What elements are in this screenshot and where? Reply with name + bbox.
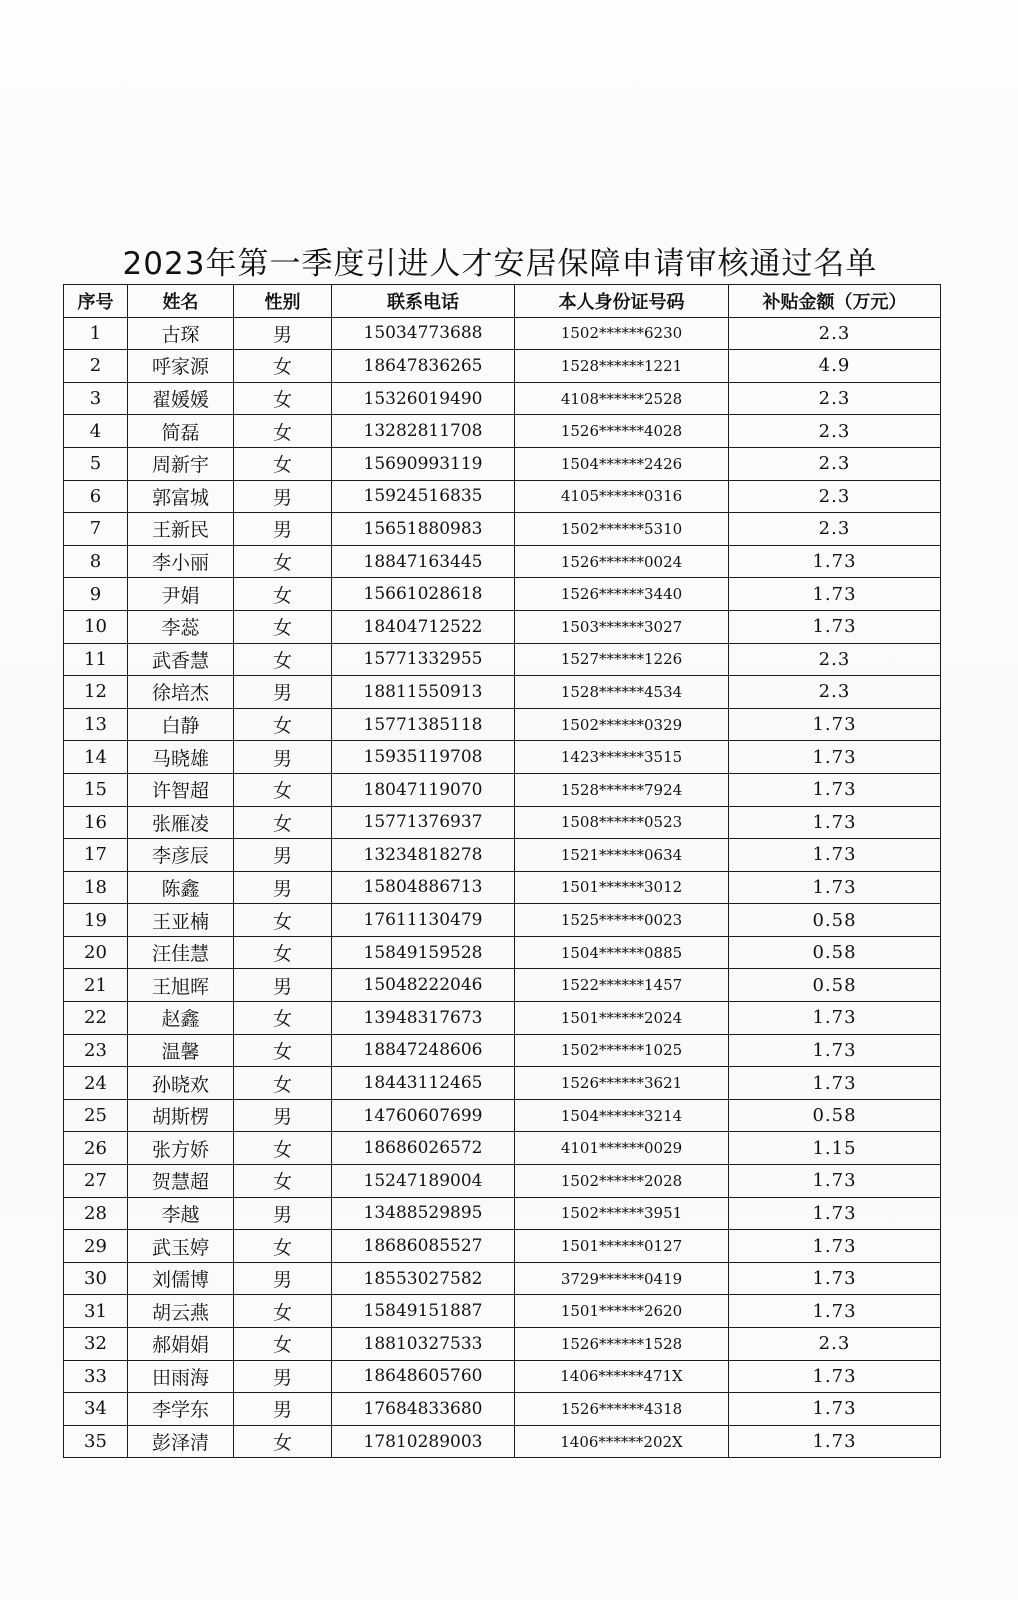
row-index: 11 <box>64 643 128 676</box>
gender: 女 <box>234 936 332 969</box>
phone-number: 15924516835 <box>332 480 515 513</box>
table-row <box>64 806 941 839</box>
id-number: 1503******3027 <box>515 610 729 643</box>
gender: 女 <box>234 1034 332 1067</box>
phone-number: 18047119070 <box>332 773 515 806</box>
row-index: 5 <box>64 447 128 480</box>
gender: 女 <box>234 545 332 578</box>
subsidy-amount: 4.9 <box>729 350 941 383</box>
applicant-name: 田雨海 <box>128 1360 234 1393</box>
id-number: 1406******471X <box>515 1360 729 1393</box>
subsidy-amount: 2.3 <box>729 676 941 709</box>
id-number: 1423******3515 <box>515 741 729 774</box>
applicant-name: 赵鑫 <box>128 1002 234 1035</box>
table-row <box>64 1165 941 1198</box>
row-index: 19 <box>64 904 128 937</box>
applicant-name: 胡云燕 <box>128 1295 234 1328</box>
phone-number: 14760607699 <box>332 1099 515 1132</box>
row-index: 26 <box>64 1132 128 1165</box>
table-header-row <box>64 285 941 318</box>
applicant-name: 郝娟娟 <box>128 1328 234 1361</box>
applicant-name: 马晓雄 <box>128 741 234 774</box>
row-index: 34 <box>64 1393 128 1426</box>
row-index: 21 <box>64 969 128 1002</box>
table-row <box>64 1393 941 1426</box>
table-row <box>64 1099 941 1132</box>
row-index: 32 <box>64 1328 128 1361</box>
gender: 女 <box>234 610 332 643</box>
applicant-name: 刘儒博 <box>128 1262 234 1295</box>
row-index: 28 <box>64 1197 128 1230</box>
gender: 男 <box>234 969 332 1002</box>
id-number: 1525******0023 <box>515 904 729 937</box>
row-index: 23 <box>64 1034 128 1067</box>
applicant-name: 白静 <box>128 708 234 741</box>
id-number: 1526******4028 <box>515 415 729 448</box>
phone-number: 15849151887 <box>332 1295 515 1328</box>
id-number: 1526******0024 <box>515 545 729 578</box>
id-number: 1502******5310 <box>515 513 729 546</box>
table-row <box>64 1132 941 1165</box>
approval-roster-table <box>63 284 941 1458</box>
row-index: 15 <box>64 773 128 806</box>
row-index: 9 <box>64 578 128 611</box>
applicant-name: 李学东 <box>128 1393 234 1426</box>
table-row <box>64 1425 941 1458</box>
table-row <box>64 350 941 383</box>
id-number: 1526******3440 <box>515 578 729 611</box>
subsidy-amount: 1.73 <box>729 610 941 643</box>
phone-number: 15034773688 <box>332 317 515 350</box>
applicant-name: 许智超 <box>128 773 234 806</box>
gender: 女 <box>234 350 332 383</box>
table-row <box>64 1002 941 1035</box>
phone-number: 18847248606 <box>332 1034 515 1067</box>
table-row <box>64 317 941 350</box>
row-index: 3 <box>64 382 128 415</box>
table-row <box>64 741 941 774</box>
phone-number: 18404712522 <box>332 610 515 643</box>
subsidy-amount: 1.73 <box>729 1230 941 1263</box>
table-row <box>64 1230 941 1263</box>
table-row <box>64 1262 941 1295</box>
table-row <box>64 1360 941 1393</box>
gender: 女 <box>234 904 332 937</box>
gender: 男 <box>234 741 332 774</box>
table-body <box>64 317 941 1458</box>
subsidy-amount: 1.73 <box>729 1002 941 1035</box>
subsidy-amount: 1.15 <box>729 1132 941 1165</box>
phone-number: 18847163445 <box>332 545 515 578</box>
row-index: 10 <box>64 610 128 643</box>
phone-number: 15690993119 <box>332 447 515 480</box>
phone-number: 15771376937 <box>332 806 515 839</box>
applicant-name: 武玉婷 <box>128 1230 234 1263</box>
phone-number: 13488529895 <box>332 1197 515 1230</box>
row-index: 24 <box>64 1067 128 1100</box>
subsidy-amount: 1.73 <box>729 1067 941 1100</box>
id-number: 1528******7924 <box>515 773 729 806</box>
phone-number: 18647836265 <box>332 350 515 383</box>
applicant-name: 李彦辰 <box>128 839 234 872</box>
applicant-name: 王亚楠 <box>128 904 234 937</box>
subsidy-amount: 1.73 <box>729 1262 941 1295</box>
phone-number: 15771385118 <box>332 708 515 741</box>
id-number: 4108******2528 <box>515 382 729 415</box>
gender: 女 <box>234 578 332 611</box>
subsidy-amount: 2.3 <box>729 1328 941 1361</box>
applicant-name: 古琛 <box>128 317 234 350</box>
gender: 男 <box>234 1393 332 1426</box>
phone-number: 13234818278 <box>332 839 515 872</box>
header-index: 序号 <box>64 285 128 318</box>
subsidy-amount: 2.3 <box>729 643 941 676</box>
id-number: 1522******1457 <box>515 969 729 1002</box>
subsidy-amount: 1.73 <box>729 871 941 904</box>
id-number: 1521******0634 <box>515 839 729 872</box>
phone-number: 15771332955 <box>332 643 515 676</box>
id-number: 1502******1025 <box>515 1034 729 1067</box>
row-index: 6 <box>64 480 128 513</box>
applicant-name: 陈鑫 <box>128 871 234 904</box>
applicant-name: 王旭晖 <box>128 969 234 1002</box>
subsidy-amount: 0.58 <box>729 936 941 969</box>
table-row <box>64 480 941 513</box>
row-index: 29 <box>64 1230 128 1263</box>
id-number: 1501******3012 <box>515 871 729 904</box>
row-index: 25 <box>64 1099 128 1132</box>
table-row <box>64 773 941 806</box>
gender: 女 <box>234 1230 332 1263</box>
phone-number: 18553027582 <box>332 1262 515 1295</box>
applicant-name: 徐培杰 <box>128 676 234 709</box>
applicant-name: 简磊 <box>128 415 234 448</box>
gender: 女 <box>234 1295 332 1328</box>
phone-number: 15661028618 <box>332 578 515 611</box>
table-row <box>64 513 941 546</box>
row-index: 2 <box>64 350 128 383</box>
id-number: 1502******6230 <box>515 317 729 350</box>
subsidy-amount: 1.73 <box>729 839 941 872</box>
table-row <box>64 545 941 578</box>
phone-number: 18810327533 <box>332 1328 515 1361</box>
subsidy-amount: 2.3 <box>729 317 941 350</box>
applicant-name: 王新民 <box>128 513 234 546</box>
header-gender: 性别 <box>234 285 332 318</box>
gender: 男 <box>234 871 332 904</box>
table-row <box>64 1034 941 1067</box>
gender: 男 <box>234 1197 332 1230</box>
id-number: 1526******1528 <box>515 1328 729 1361</box>
phone-number: 18811550913 <box>332 676 515 709</box>
phone-number: 13282811708 <box>332 415 515 448</box>
gender: 女 <box>234 1132 332 1165</box>
subsidy-amount: 1.73 <box>729 1165 941 1198</box>
gender: 男 <box>234 1360 332 1393</box>
table-row <box>64 969 941 1002</box>
row-index: 20 <box>64 936 128 969</box>
phone-number: 17810289003 <box>332 1425 515 1458</box>
gender: 男 <box>234 480 332 513</box>
applicant-name: 汪佳慧 <box>128 936 234 969</box>
phone-number: 15048222046 <box>332 969 515 1002</box>
table-row <box>64 1328 941 1361</box>
gender: 女 <box>234 643 332 676</box>
phone-number: 17684833680 <box>332 1393 515 1426</box>
id-number: 3729******0419 <box>515 1262 729 1295</box>
row-index: 27 <box>64 1165 128 1198</box>
row-index: 8 <box>64 545 128 578</box>
id-number: 1502******3951 <box>515 1197 729 1230</box>
subsidy-amount: 1.73 <box>729 1034 941 1067</box>
subsidy-amount: 2.3 <box>729 513 941 546</box>
row-index: 1 <box>64 317 128 350</box>
row-index: 31 <box>64 1295 128 1328</box>
subsidy-amount: 1.73 <box>729 773 941 806</box>
phone-number: 15804886713 <box>332 871 515 904</box>
subsidy-amount: 1.73 <box>729 806 941 839</box>
table-row <box>64 610 941 643</box>
table-row <box>64 871 941 904</box>
table-row <box>64 904 941 937</box>
table-row <box>64 578 941 611</box>
id-number: 4101******0029 <box>515 1132 729 1165</box>
document-title: 2023年第一季度引进人才安居保障申请审核通过名单 <box>122 246 878 282</box>
row-index: 7 <box>64 513 128 546</box>
applicant-name: 胡斯楞 <box>128 1099 234 1132</box>
gender: 男 <box>234 513 332 546</box>
id-number: 1501******2024 <box>515 1002 729 1035</box>
subsidy-amount: 0.58 <box>729 969 941 1002</box>
applicant-name: 贺慧超 <box>128 1165 234 1198</box>
id-number: 1527******1226 <box>515 643 729 676</box>
row-index: 13 <box>64 708 128 741</box>
id-number: 1504******0885 <box>515 936 729 969</box>
row-index: 16 <box>64 806 128 839</box>
applicant-name: 张雁凌 <box>128 806 234 839</box>
table-row <box>64 708 941 741</box>
subsidy-amount: 1.73 <box>729 545 941 578</box>
gender: 男 <box>234 1099 332 1132</box>
row-index: 17 <box>64 839 128 872</box>
table-row <box>64 382 941 415</box>
id-number: 1502******0329 <box>515 708 729 741</box>
id-number: 1526******3621 <box>515 1067 729 1100</box>
gender: 女 <box>234 773 332 806</box>
subsidy-amount: 0.58 <box>729 1099 941 1132</box>
gender: 女 <box>234 1067 332 1100</box>
subsidy-amount: 1.73 <box>729 1425 941 1458</box>
id-number: 1526******4318 <box>515 1393 729 1426</box>
gender: 女 <box>234 382 332 415</box>
subsidy-amount: 1.73 <box>729 1197 941 1230</box>
table-row <box>64 936 941 969</box>
row-index: 22 <box>64 1002 128 1035</box>
table-row <box>64 415 941 448</box>
applicant-name: 李越 <box>128 1197 234 1230</box>
phone-number: 18686026572 <box>332 1132 515 1165</box>
applicant-name: 郭富城 <box>128 480 234 513</box>
applicant-name: 翟媛媛 <box>128 382 234 415</box>
id-number: 1501******2620 <box>515 1295 729 1328</box>
table-row <box>64 643 941 676</box>
applicant-name: 孙晓欢 <box>128 1067 234 1100</box>
id-number: 1528******4534 <box>515 676 729 709</box>
subsidy-amount: 1.73 <box>729 578 941 611</box>
gender: 男 <box>234 676 332 709</box>
table-row <box>64 1197 941 1230</box>
applicant-name: 李蕊 <box>128 610 234 643</box>
gender: 女 <box>234 708 332 741</box>
phone-number: 15935119708 <box>332 741 515 774</box>
gender: 女 <box>234 1425 332 1458</box>
applicant-name: 彭泽清 <box>128 1425 234 1458</box>
gender: 女 <box>234 1165 332 1198</box>
id-number: 1501******0127 <box>515 1230 729 1263</box>
subsidy-amount: 2.3 <box>729 447 941 480</box>
table-row <box>64 676 941 709</box>
header-subsidy: 补贴金额（万元） <box>729 285 941 318</box>
id-number: 1504******3214 <box>515 1099 729 1132</box>
gender: 男 <box>234 1262 332 1295</box>
id-number: 1504******2426 <box>515 447 729 480</box>
table-row <box>64 1067 941 1100</box>
applicant-name: 温馨 <box>128 1034 234 1067</box>
phone-number: 18686085527 <box>332 1230 515 1263</box>
gender: 女 <box>234 1328 332 1361</box>
gender: 女 <box>234 1002 332 1035</box>
table-row <box>64 1295 941 1328</box>
applicant-name: 尹娟 <box>128 578 234 611</box>
row-index: 12 <box>64 676 128 709</box>
header-name: 姓名 <box>128 285 234 318</box>
phone-number: 17611130479 <box>332 904 515 937</box>
row-index: 30 <box>64 1262 128 1295</box>
subsidy-amount: 2.3 <box>729 415 941 448</box>
phone-number: 15326019490 <box>332 382 515 415</box>
row-index: 35 <box>64 1425 128 1458</box>
row-index: 14 <box>64 741 128 774</box>
subsidy-amount: 2.3 <box>729 480 941 513</box>
gender: 男 <box>234 317 332 350</box>
applicant-name: 武香慧 <box>128 643 234 676</box>
phone-number: 15247189004 <box>332 1165 515 1198</box>
applicant-name: 呼家源 <box>128 350 234 383</box>
subsidy-amount: 1.73 <box>729 1295 941 1328</box>
id-number: 1528******1221 <box>515 350 729 383</box>
gender: 女 <box>234 415 332 448</box>
header-phone: 联系电话 <box>332 285 515 318</box>
subsidy-amount: 2.3 <box>729 382 941 415</box>
id-number: 1406******202X <box>515 1425 729 1458</box>
row-index: 18 <box>64 871 128 904</box>
applicant-name: 张方娇 <box>128 1132 234 1165</box>
applicant-name: 李小丽 <box>128 545 234 578</box>
id-number: 1508******0523 <box>515 806 729 839</box>
applicant-name: 周新宇 <box>128 447 234 480</box>
gender: 男 <box>234 839 332 872</box>
row-index: 4 <box>64 415 128 448</box>
id-number: 1502******2028 <box>515 1165 729 1198</box>
table-row <box>64 447 941 480</box>
subsidy-amount: 1.73 <box>729 1360 941 1393</box>
gender: 女 <box>234 447 332 480</box>
phone-number: 18648605760 <box>332 1360 515 1393</box>
phone-number: 15651880983 <box>332 513 515 546</box>
row-index: 33 <box>64 1360 128 1393</box>
header-id-number: 本人身份证号码 <box>515 285 729 318</box>
phone-number: 18443112465 <box>332 1067 515 1100</box>
id-number: 4105******0316 <box>515 480 729 513</box>
gender: 女 <box>234 806 332 839</box>
subsidy-amount: 0.58 <box>729 904 941 937</box>
subsidy-amount: 1.73 <box>729 1393 941 1426</box>
phone-number: 15849159528 <box>332 936 515 969</box>
subsidy-amount: 1.73 <box>729 708 941 741</box>
table-row <box>64 839 941 872</box>
subsidy-amount: 1.73 <box>729 741 941 774</box>
phone-number: 13948317673 <box>332 1002 515 1035</box>
